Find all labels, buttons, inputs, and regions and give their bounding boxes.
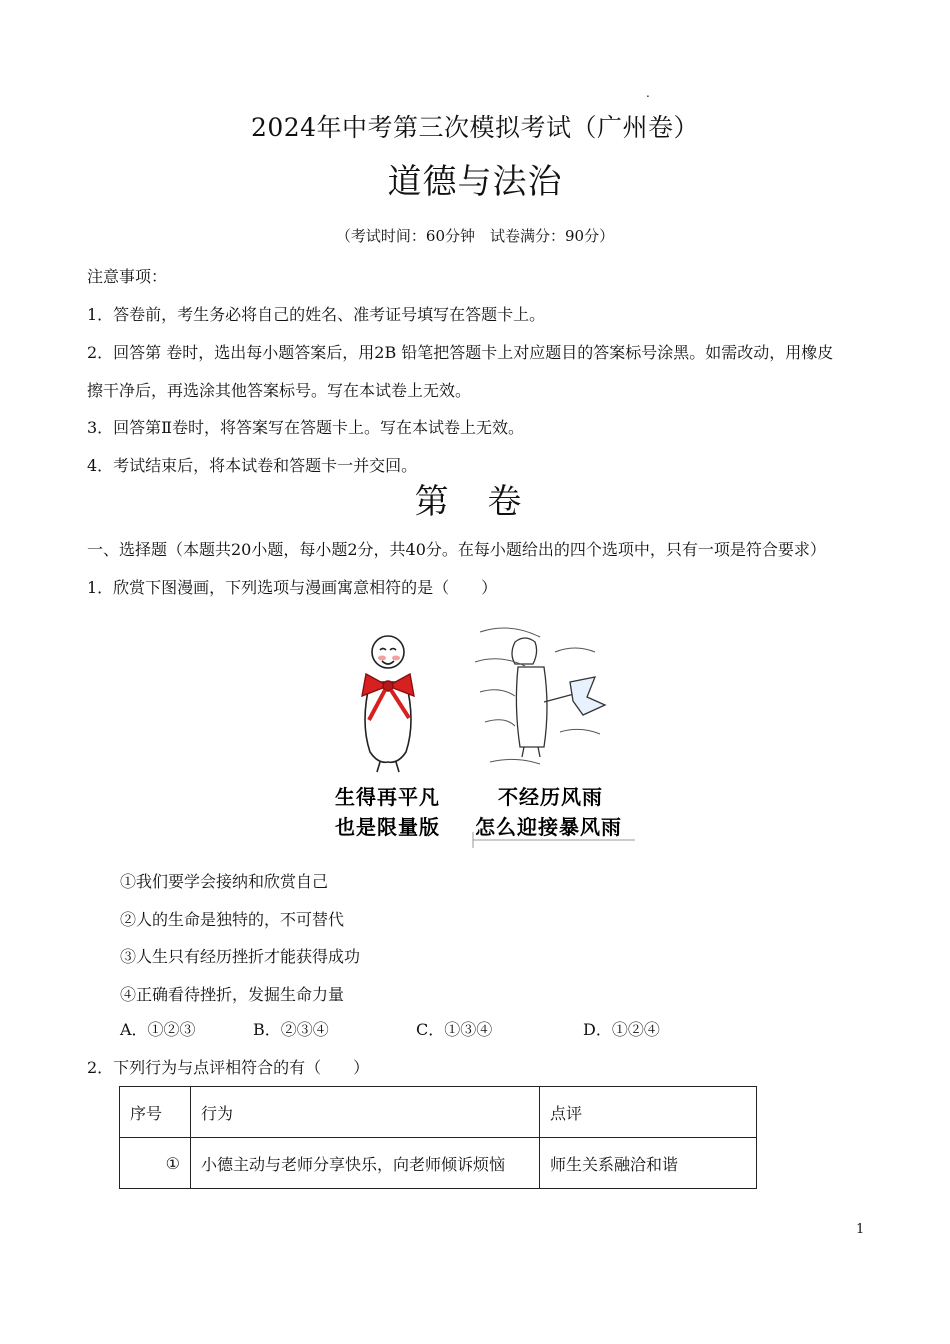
notice-item-4: 4．考试结束后，将本试卷和答题卡一并交回。	[87, 456, 418, 475]
statement-4: ④正确看待挫折，发掘生命力量	[120, 985, 345, 1004]
table-header-row	[120, 1087, 757, 1138]
header-behavior: 行为	[191, 1087, 540, 1138]
header-dot: .	[646, 86, 650, 100]
statement-1: ①我们要学会接纳和欣赏自己	[120, 872, 329, 891]
comic-right-caption-2: 怎么迎接暴风雨	[475, 815, 622, 839]
exam-info: （考试时间：60分钟 试卷满分：90分）	[335, 227, 615, 245]
comic-right-caption-1: 不经历风雨	[498, 785, 603, 809]
comic-left-caption-1: 生得再平凡	[335, 785, 440, 809]
notice-item-2: 2．回答第 卷时，选出每小题答案后，用2B 铅笔把答题卡上对应题目的答案标号涂黑。如需改动，用橡皮	[87, 343, 834, 362]
comic-illustration	[330, 612, 640, 848]
row-index: ①	[120, 1138, 191, 1189]
row-comment: 师生关系融洽和谐	[540, 1138, 757, 1189]
choice-b: B．②③④	[253, 1020, 329, 1039]
choice-a: A．①②③	[120, 1020, 196, 1039]
question-1-stem: 1．欣赏下图漫画，下列选项与漫画寓意相符的是（ ）	[87, 578, 498, 597]
section-heading: 一、选择题（本题共20小题，每小题2分，共40分。在每小题给出的四个选项中，只有一项是符合要求）	[87, 540, 826, 559]
header-comment: 点评	[540, 1087, 757, 1138]
comic-left-caption-2: 也是限量版	[335, 815, 440, 839]
choice-d: D．①②④	[583, 1020, 660, 1039]
choice-c: C．①③④	[416, 1020, 493, 1039]
notice-heading: 注意事项：	[87, 267, 168, 286]
header-index: 序号	[120, 1087, 191, 1138]
storm-figure	[512, 638, 605, 757]
question-2-stem: 2．下列行为与点评相符合的有（ ）	[87, 1058, 370, 1077]
table-row	[120, 1138, 757, 1189]
notice-item-3: 3．回答第Ⅱ卷时，将答案写在答题卡上。写在本试卷上无效。	[87, 418, 525, 437]
exam-title: 2024年中考第三次模拟考试（广州卷）	[250, 113, 700, 142]
comic-image	[330, 612, 640, 848]
page-number: 1	[856, 1222, 865, 1237]
ordinary-person-figure	[365, 636, 411, 772]
part-title: 第 卷	[414, 482, 536, 522]
evaluation-table	[119, 1086, 757, 1189]
notice-item-1: 1．答卷前，考生务必将自己的姓名、准考证号填写在答题卡上。	[87, 305, 546, 324]
statement-3: ③人生只有经历挫折才能获得成功	[120, 947, 361, 966]
row-behavior: 小德主动与老师分享快乐，向老师倾诉烦恼	[191, 1138, 540, 1189]
notice-item-2-cont: 擦干净后，再选涂其他答案标号。写在本试卷上无效。	[87, 381, 472, 400]
subject-title: 道德与法治	[387, 162, 563, 202]
statement-2: ②人的生命是独特的，不可替代	[120, 910, 345, 929]
